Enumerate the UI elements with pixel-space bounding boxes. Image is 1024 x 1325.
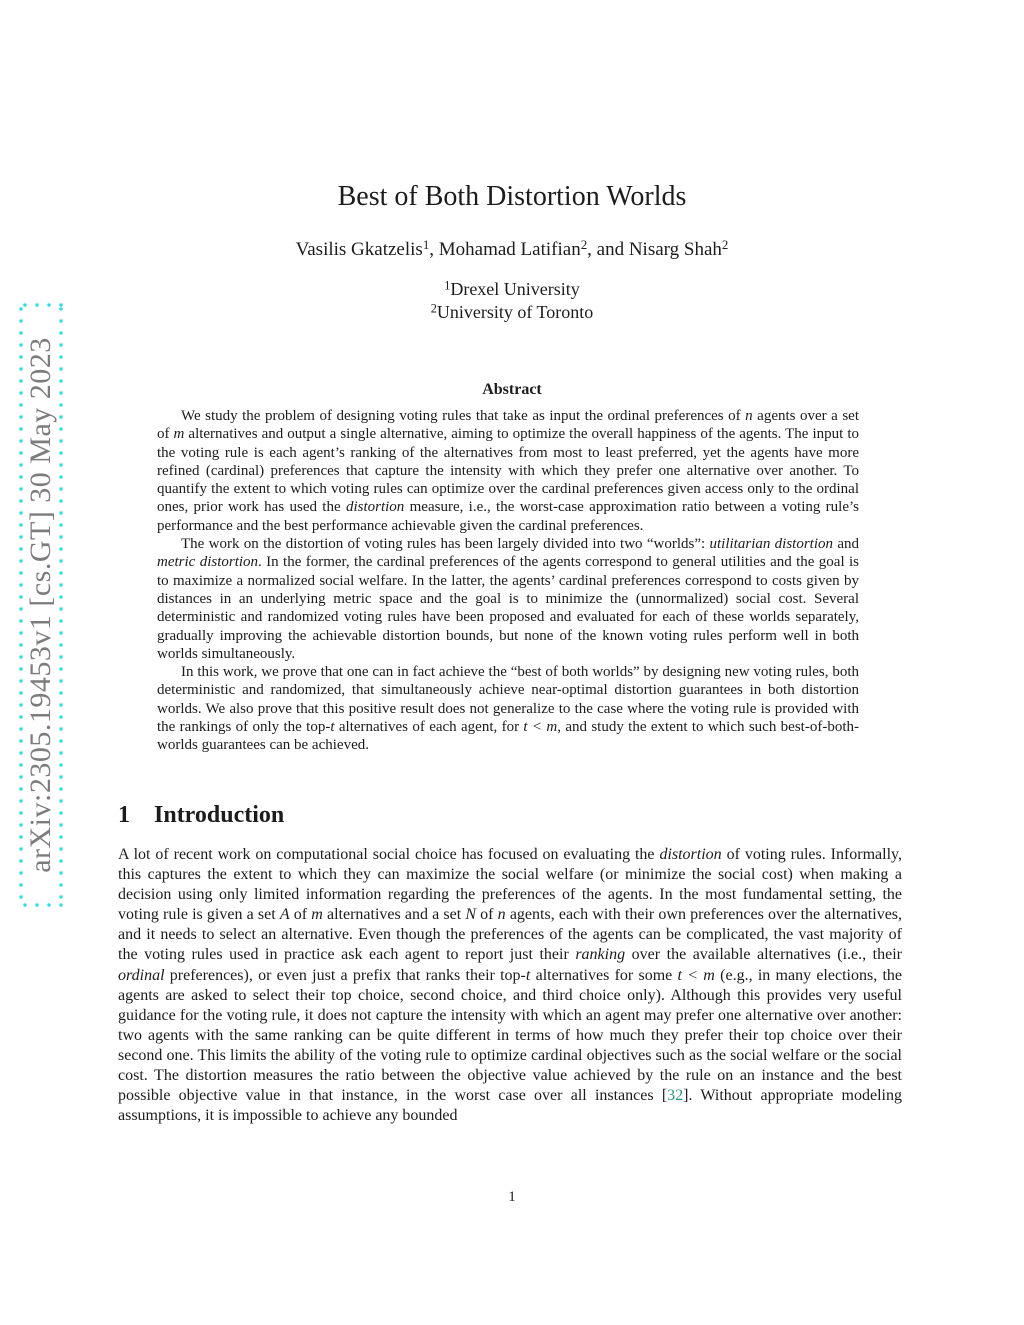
arxiv-stamp-label: arXiv:2305.19453v1 [cs.GT] 30 May 2023: [24, 337, 57, 873]
citation-link[interactable]: 32: [667, 1087, 684, 1105]
section-title: Introduction: [154, 802, 285, 828]
section-heading-introduction: [118, 802, 284, 829]
abstract-body: [157, 407, 859, 755]
abstract-paragraph-1: We study the problem of designing voting rules that take as input the ordinal preferences of n agents over a set of m alternatives and output a single alternative, aiming to optimize the overall happiness of the agents. The input to the voting rule is each agent’s ranking of the alternatives from most to least preferred, yet the agents have more refined (cardinal) preferences that capture the intensity with which they prefer one alternative over another. To quantify the extent to which voting rules can optimize over the cardinal preferences given access only to the ordinal ones, prior work has used the distortion measure, i.e., the worst-case approximation ratio between a voting rule’s performance and the best performance achievable given the cardinal preferences.: [157, 408, 859, 534]
introduction-paragraph-1: A lot of recent work on computational social choice has focused on evaluating the distortion of voting rules. Informally, this captures the extent to which they can maximize the social welfare (or minimize the social cost) when making a decision using only limited information regarding the preferences of the agents. In the most fundamental setting, the voting rule is given a set A of m alternatives and a set N of n agents, each with their own preferences over the alternatives, and it needs to select an alternative. Even though the preferences of the agents can be complicated, the vast majority of the voting rules used in practice ask each agent to report just their ranking over the available alternatives (i.e., their ordinal preferences), or even just a prefix that ranks their top-t alternatives for some t < m (e.g., in many elections, the agents are asked to select their top choice, second choice, and third choice only). Although this provides very useful guidance for the voting rule, it does not capture the intensity with which an agent may prefer one alternative over another: two agents with the same ranking can be quite different in terms of how much they prefer their top choice over their second one. This limits the ability of the voting rule to optimize cardinal objectives such as the social welfare or the social cost. The distortion measures the ratio between the objective value achieved by the rule on an instance and the best possible objective value in that instance, in the worst case over all instances [32]. Without appropriate modeling assumptions, it is impossible to achieve any bounded: [118, 846, 903, 1125]
abstract-paragraph-2: The work on the distortion of voting rules has been largely divided into two “worlds”: utilitarian distortion and metric distortion. In the former, the cardinal preferences of the agents correspond to general utilities and the goal is to maximize a normalized social welfare. In the latter, the agents’ cardinal preferences correspond to costs given by distances in an underlying metric space and the goal is to minimize the (unnormalized) social cost. Several deterministic and randomized voting rules have been proposed and evaluated for each of these worlds separately, gradually improving the achievable distortion bounds, but none of the known voting rules perform well in both worlds simultaneously.: [157, 536, 860, 662]
abstract-paragraph-3: In this work, we prove that one can in fact achieve the “best of both worlds” by designing new voting rules, both deterministic and randomized, that simultaneously achieve near-optimal distortion guarantees in both distortion worlds. We also prove that this positive result does not generalize to the case where the voting rule is provided with the rankings of only the top-t alternatives of each agent, for t < m, and study the extent to which such best-of-both-worlds guarantees can be achieved.: [157, 664, 859, 754]
affiliations-block: [0, 278, 1024, 324]
paper-title: Best of Both Distortion Worlds: [337, 181, 687, 212]
affiliation-2: $^2$University of Toronto: [430, 301, 594, 322]
page-number: 1: [508, 1189, 516, 1205]
affiliation-1: $^1$Drexel University: [444, 278, 580, 299]
abstract-heading: Abstract: [482, 381, 542, 398]
section-number: 1: [118, 802, 130, 828]
introduction-body: [118, 845, 902, 1126]
authors-line: Vasilis Gkatzelis$^1$, Mohamad Latifian$^2$, and Nisarg Shah$^2$: [295, 237, 729, 260]
